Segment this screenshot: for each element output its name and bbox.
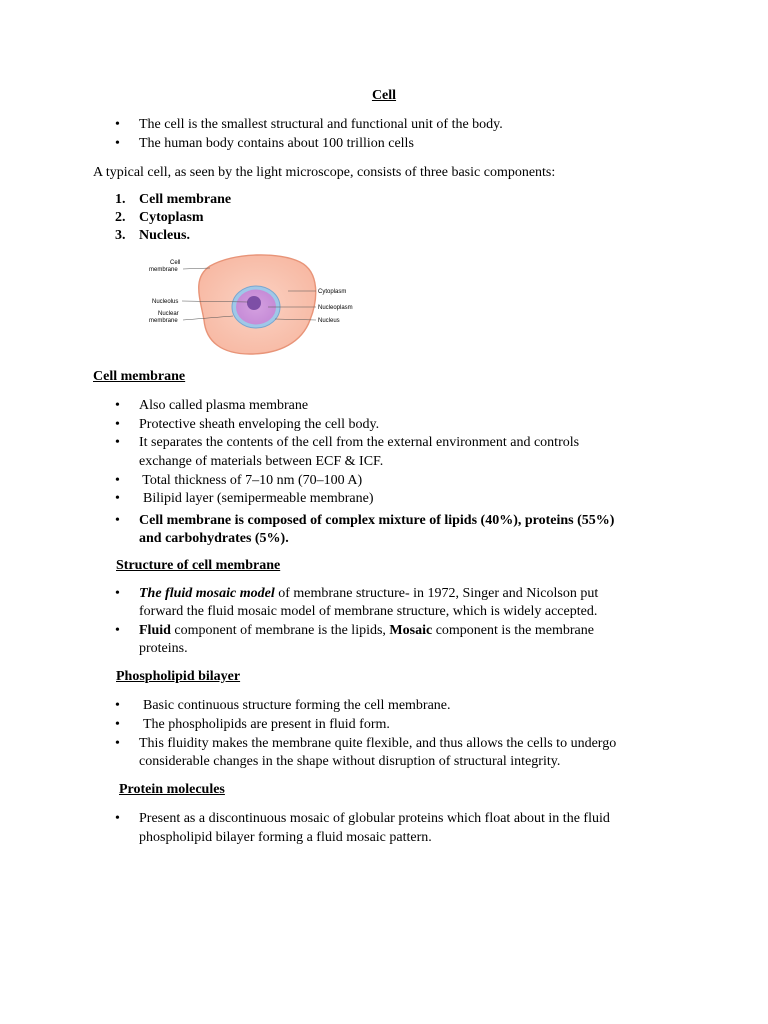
structure-bullet-2-mid: component of membrane is the lipids,	[170, 623, 390, 638]
bullet-icon: •	[115, 136, 120, 151]
phospholipid-bullet-3-line1: This fluidity makes the membrane quite flexible, and thus allows the cells to undergo	[139, 736, 617, 751]
list-number-2: 2.	[115, 210, 126, 225]
cm-bullet-6-line1: Cell membrane is composed of complex mixture of lipids (40%), proteins (55%)	[139, 513, 615, 528]
label-membrane: membrane	[149, 267, 178, 273]
component-cytoplasm: Cytoplasm	[139, 210, 204, 225]
section-heading-structure: Structure of cell membrane	[116, 558, 281, 573]
components-intro: A typical cell, as seen by the light microscope, consists of three basic components:	[93, 165, 556, 180]
structure-bullet-1-line2: forward the fluid mosaic model of membrane structure, which is widely accepted.	[139, 604, 598, 619]
bullet-icon: •	[115, 698, 120, 713]
structure-bullet-2-end: component is the membrane	[432, 623, 594, 638]
label-nucleoplasm: Nucleoplasm	[318, 305, 353, 311]
bullet-icon: •	[115, 623, 120, 638]
bullet-icon: •	[115, 717, 120, 732]
bullet-icon: •	[115, 398, 120, 413]
label-nucleus: Nucleus	[318, 318, 340, 324]
bullet-icon: •	[115, 736, 120, 751]
list-number-3: 3.	[115, 228, 126, 243]
structure-bullet-2-line1	[139, 622, 594, 640]
cm-bullet-3-line2: exchange of materials between ECF & ICF.	[139, 454, 384, 469]
fluid-mosaic-model-term: The fluid mosaic model	[139, 586, 275, 601]
cm-bullet-2: Protective sheath enveloping the cell body.	[139, 417, 380, 432]
label-nucleolus: Nucleolus	[152, 299, 179, 305]
bullet-icon: •	[115, 435, 120, 450]
bullet-icon: •	[115, 417, 120, 432]
list-number-1: 1.	[115, 192, 126, 207]
cm-bullet-4: Total thickness of 7–10 nm (70–100 A)	[139, 473, 363, 488]
section-heading-phospholipid: Phospholipid bilayer	[116, 669, 241, 684]
structure-bullet-1-line1	[139, 585, 598, 603]
page-title: Cell	[371, 88, 397, 103]
section-heading-protein: Protein molecules	[119, 782, 225, 797]
bullet-icon: •	[115, 586, 120, 601]
intro-bullet-2: The human body contains about 100 trillion cells	[139, 136, 414, 151]
protein-bullet-1-line1: Present as a discontinuous mosaic of globular proteins which float about in the fluid	[139, 811, 610, 826]
label-cytoplasm: Cytoplasm	[318, 289, 347, 295]
phospholipid-bullet-3-line2: considerable changes in the shape without disruption of structural integrity.	[139, 754, 561, 769]
intro-bullet-1: The cell is the smallest structural and functional unit of the body.	[139, 117, 503, 132]
bullet-icon: •	[115, 491, 120, 506]
bullet-icon: •	[115, 473, 120, 488]
phospholipid-bullet-1: Basic continuous structure forming the cell membrane.	[143, 698, 451, 713]
component-cell-membrane: Cell membrane	[139, 192, 232, 207]
cm-bullet-6-line2: and carbohydrates (5%).	[139, 531, 289, 546]
phospholipid-bullet-2: The phospholipids are present in fluid form.	[143, 717, 390, 732]
cm-bullet-1: Also called plasma membrane	[139, 398, 309, 413]
cm-bullet-3-line1: It separates the contents of the cell from the external environment and controls	[139, 435, 580, 450]
bullet-icon: •	[115, 811, 120, 826]
structure-bullet-2-line2: proteins.	[139, 641, 188, 656]
label-cell: Cell	[170, 260, 181, 266]
label-nuclear: Nuclear	[158, 311, 179, 317]
label-nuclear-membrane: membrane	[149, 318, 178, 324]
cm-bullet-5: Bilipid layer (semipermeable membrane)	[143, 491, 374, 506]
component-nucleus: Nucleus.	[139, 228, 190, 243]
mosaic-term: Mosaic	[389, 623, 433, 638]
section-heading-cell-membrane: Cell membrane	[93, 369, 186, 384]
bullet-icon: •	[115, 117, 120, 132]
cell-diagram	[140, 250, 370, 360]
protein-bullet-1-line2: phospholipid bilayer forming a fluid mosaic pattern.	[139, 830, 432, 845]
structure-bullet-1-rest: of membrane structure- in 1972, Singer and Nicolson put	[274, 586, 599, 601]
fluid-term: Fluid	[139, 623, 171, 638]
nucleolus-shape	[247, 296, 261, 310]
bullet-icon: •	[115, 513, 120, 528]
